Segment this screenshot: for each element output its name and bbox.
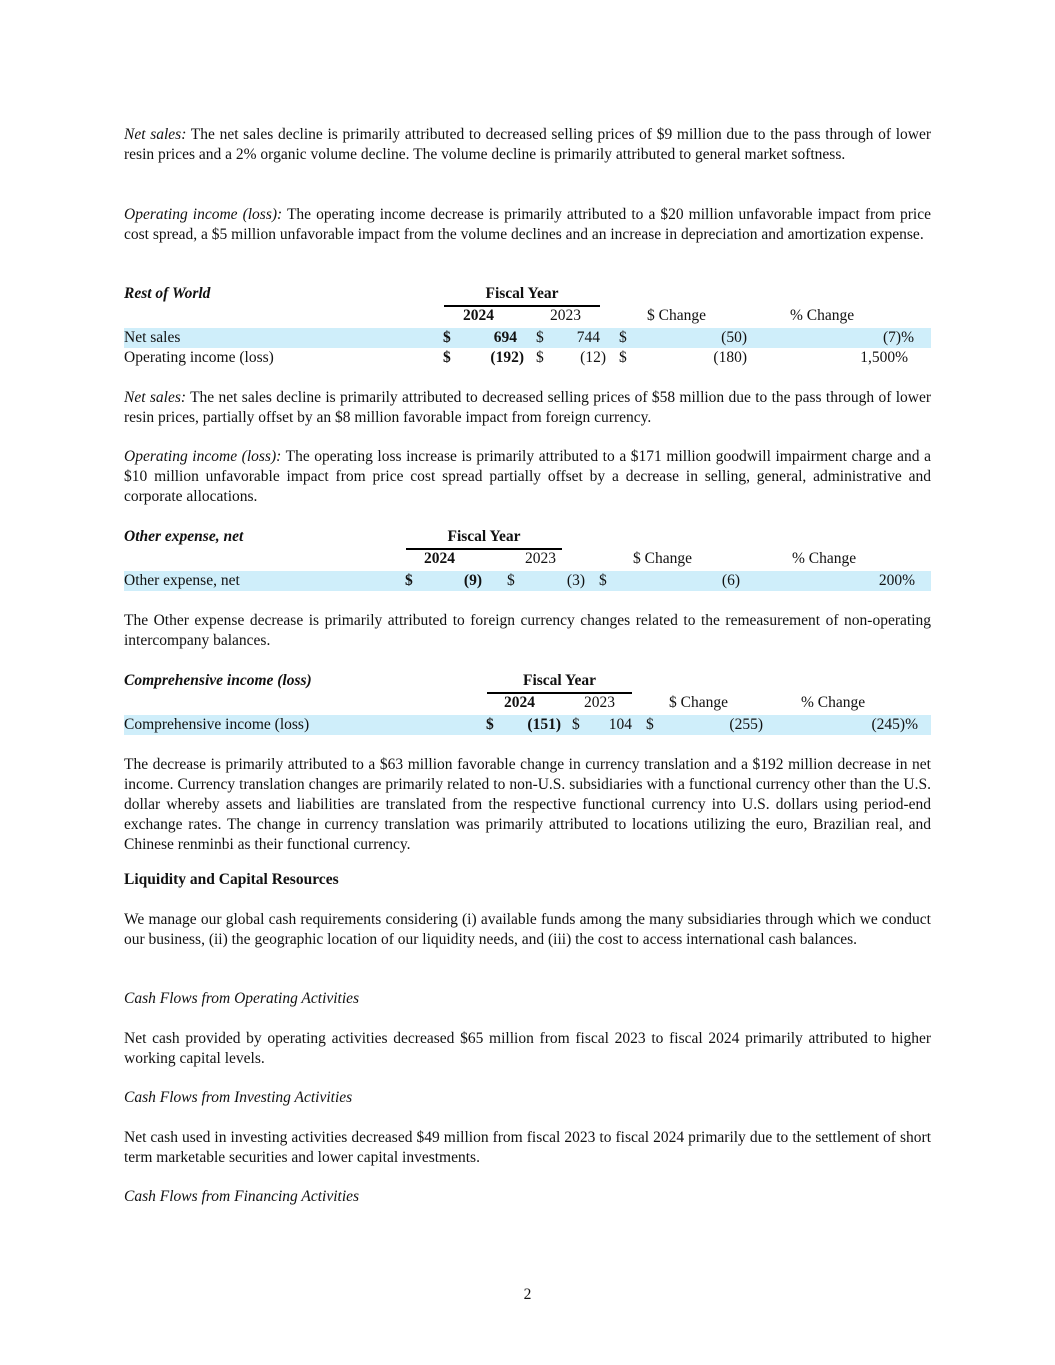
dollar-change-value: (50) bbox=[721, 329, 747, 346]
operating-income-paragraph-2 bbox=[124, 447, 931, 507]
financing-activities-heading: Cash Flows from Financing Activities bbox=[124, 1188, 360, 1205]
currency-symbol: $ bbox=[619, 329, 627, 346]
value-2023: (3) bbox=[566, 572, 585, 589]
dollar-change-header: $ Change bbox=[669, 694, 728, 711]
currency-symbol: $ bbox=[443, 329, 451, 346]
operating-activities-text: Net cash provided by operating activities decreased $65 million from fiscal 2023 to fiscal 2024 primarily attributed to higher working capital levels. bbox=[124, 1030, 931, 1067]
percent-change-value: (245)% bbox=[871, 716, 918, 733]
comprehensive-income-title: Comprehensive income (loss) bbox=[124, 672, 312, 689]
operating-activities-heading: Cash Flows from Operating Activities bbox=[124, 990, 360, 1007]
currency-symbol: $ bbox=[536, 329, 544, 346]
net-sales-paragraph-1 bbox=[124, 125, 931, 165]
operating-income-label: Operating income (loss): bbox=[124, 206, 283, 223]
value-2024: (9) bbox=[463, 572, 482, 589]
col-2024-header: 2024 bbox=[424, 550, 455, 567]
percent-change-header: % Change bbox=[801, 694, 866, 711]
value-2023: (12) bbox=[580, 349, 606, 366]
percent-change-value: (7)% bbox=[883, 329, 914, 346]
currency-symbol: $ bbox=[405, 572, 413, 589]
row-label: Operating income (loss) bbox=[124, 349, 274, 366]
currency-symbol: $ bbox=[486, 716, 494, 733]
other-expense-title: Other expense, net bbox=[124, 528, 244, 545]
operating-income-text: The operating loss increase is primarily attributed to a $171 million goodwill impairment charge and a $10 million unfavorable impact from price cost spread partially offset by a decrease in selling, general, administrative and corporate allocations. bbox=[124, 448, 931, 505]
page-number: 2 bbox=[523, 1286, 532, 1303]
col-2023-header: 2023 bbox=[584, 694, 615, 711]
percent-change-value: 200% bbox=[878, 572, 915, 589]
rest-of-world-title: Rest of World bbox=[124, 285, 211, 302]
liquidity-paragraph bbox=[124, 910, 931, 950]
operating-activities-paragraph bbox=[124, 1029, 931, 1069]
percent-change-value: 1,500% bbox=[860, 349, 908, 366]
currency-symbol: $ bbox=[572, 716, 580, 733]
value-2024: (151) bbox=[527, 716, 561, 733]
col-2024-header: 2024 bbox=[463, 307, 494, 324]
net-sales-label: Net sales: bbox=[124, 389, 187, 406]
col-2023-header: 2023 bbox=[550, 307, 581, 324]
percent-change-header: % Change bbox=[790, 307, 855, 324]
value-2024: (192) bbox=[490, 349, 524, 366]
investing-activities-heading: Cash Flows from Investing Activities bbox=[124, 1089, 353, 1106]
dollar-change-value: (6) bbox=[721, 572, 740, 589]
net-sales-text: The net sales decline is primarily attributed to decreased selling prices of $58 million due to the pass through of lower resin prices, partially offset by an $8 million favorable impact from foreign currency. bbox=[124, 389, 932, 426]
liquidity-text: We manage our global cash requirements considering (i) available funds among the many subsidiaries through which we conduct our business, (ii) the geographic location of our liquidity needs, and (iii) the cost to access international cash balances. bbox=[124, 911, 931, 948]
operating-income-label: Operating income (loss): bbox=[124, 448, 282, 465]
dollar-change-value: (180) bbox=[713, 349, 747, 366]
other-expense-text: The Other expense decrease is primarily attributed to foreign currency changes related to the remeasurement of non-operating intercompany balances. bbox=[124, 612, 931, 649]
currency-symbol: $ bbox=[619, 349, 627, 366]
col-2024-header: 2024 bbox=[504, 694, 535, 711]
dollar-change-value: (255) bbox=[729, 716, 763, 733]
investing-activities-paragraph bbox=[124, 1128, 931, 1168]
other-expense-paragraph bbox=[124, 611, 931, 651]
value-2023: 744 bbox=[576, 329, 600, 346]
net-sales-paragraph-2 bbox=[124, 388, 931, 428]
dollar-change-header: $ Change bbox=[647, 307, 706, 324]
currency-symbol: $ bbox=[536, 349, 544, 366]
currency-symbol: $ bbox=[443, 349, 451, 366]
fiscal-year-header: Fiscal Year bbox=[447, 528, 521, 545]
col-2023-header: 2023 bbox=[525, 550, 556, 567]
operating-income-text: The operating income decrease is primarily attributed to a $20 million unfavorable impact from price cost spread, a $5 million unfavorable impact from the volume declines and an increase in depreciation and amortization expense. bbox=[124, 206, 931, 243]
row-label: Net sales bbox=[124, 329, 181, 346]
currency-symbol: $ bbox=[507, 572, 515, 589]
fiscal-year-header: Fiscal Year bbox=[485, 285, 559, 302]
value-2024: 694 bbox=[493, 329, 517, 346]
comprehensive-income-paragraph bbox=[124, 755, 931, 855]
row-label: Comprehensive income (loss) bbox=[124, 716, 310, 733]
net-sales-text: The net sales decline is primarily attributed to decreased selling prices of $9 million due to the pass through of lower resin prices and a 2% organic volume decline. The volume decline is primarily attributed to general market softness. bbox=[124, 126, 931, 163]
dollar-change-header: $ Change bbox=[633, 550, 692, 567]
net-sales-label: Net sales: bbox=[124, 126, 187, 143]
currency-symbol: $ bbox=[599, 572, 607, 589]
row-label: Other expense, net bbox=[124, 572, 240, 589]
liquidity-heading: Liquidity and Capital Resources bbox=[124, 871, 339, 888]
investing-activities-text: Net cash used in investing activities decreased $49 million from fiscal 2023 to fiscal 2024 primarily due to the settlement of short term marketable securities and lower capital investments. bbox=[124, 1129, 931, 1166]
comprehensive-income-text: The decrease is primarily attributed to a $63 million favorable change in currency translation and a $192 million decrease in net income. Currency translation changes are primarily related to non-U.S. subsidiaries with a functional currency other than the U.S. dollar whereby assets and liabilities are translated from the respective functional currency into U.S. dollars using period-end exchange rates. The change in currency translation was primarily attributed to locations utilizing the euro, Brazilian real, and Chinese renminbi as their functional currency. bbox=[124, 756, 931, 853]
operating-income-paragraph-1 bbox=[124, 205, 931, 245]
value-2023: 104 bbox=[608, 716, 632, 733]
currency-symbol: $ bbox=[646, 716, 654, 733]
percent-change-header: % Change bbox=[792, 550, 857, 567]
fiscal-year-header: Fiscal Year bbox=[522, 672, 597, 689]
